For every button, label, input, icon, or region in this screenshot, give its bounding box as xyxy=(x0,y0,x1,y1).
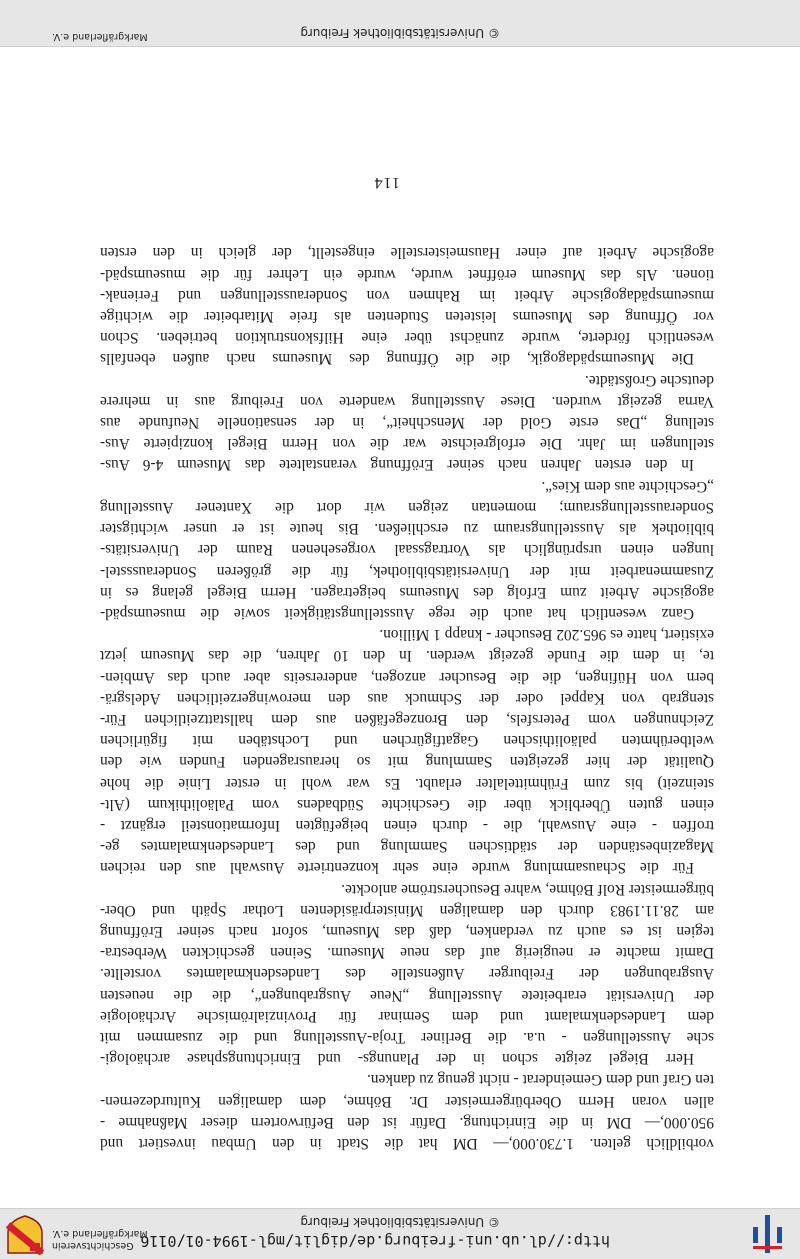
text-line: In den ersten Jahren nach seiner Eröffnung veranstaltete das Museum 4-6 Aus- xyxy=(100,456,694,474)
text-line: Varna gezeigt wurden. Diese Ausstellung wanderte von Freiburg aus in mehrere xyxy=(100,392,714,410)
copyright-notice: © Universitätsbibliothek Freiburg xyxy=(300,1215,500,1229)
text-line: deutsche Großstädte. xyxy=(584,371,714,389)
text-line: steinzeit) bis zum Frühmittelalter erlaubt. Es war wohl in erster Linie die hohe xyxy=(100,774,714,792)
text-line: wesentlich förderte, wurde zunächst über eine Hilfskonstruktion betrieben. Schon xyxy=(100,329,714,347)
text-line: „Geschichte aus dem Kies“. xyxy=(541,477,714,495)
text-line: sche Ausstellungen - u.a. die Berliner Troja-Ausstellung und die zusammen mit xyxy=(100,1028,714,1046)
text-line: Damit machte er neugierig auf das neue Museum. Seinen geschickten Werbestra- xyxy=(100,944,714,962)
text-line: agogische Arbeit auf einer Hausmeisterstelle eingestellt, der gleich in den ersten xyxy=(100,244,714,262)
text-line: Herr Biegel zeigte schon in der Planungs- und Einrichtungsphase archäologi- xyxy=(100,1050,694,1068)
text-line: lungen einen ursprünglich als Vortragssaal vorgesehenen Raum der Universitäts- xyxy=(100,541,714,559)
text-line: tionen. Als das Museum eröffnet wurde, wurde ein Lehrer für die museumspäd- xyxy=(100,265,714,283)
text-line: 950.000,— DM in die Einrichtung. Dafür ist den Befürwortern dieser Maßnahme - xyxy=(100,1113,714,1131)
text-line: der Universität erarbeitete Ausstellung „Neue Ausgrabungen“, die die neuesten xyxy=(100,986,714,1004)
text-line: einen guten Überblick über die Geschichte Südbadens vom Paläolithikum (Alt- xyxy=(100,795,714,813)
text-line: vor Öffnung des Museums leisteten Studenten als freie Mitarbeiter die wichtige xyxy=(100,308,714,326)
text-line: allen voran Herrn Oberbürgermeister Dr. Böhme, dem damaligen Kulturdezernen- xyxy=(100,1092,714,1110)
society-name xyxy=(52,1227,148,1251)
text-line: Magazinbeständen der städtischen Sammlung und des Landesdenkmalamtes ge- xyxy=(100,838,714,856)
text-line: Ausgrabungen der Freiburger Außenstelle des Landesdenkmalamtes vorstellte. xyxy=(100,965,714,983)
text-line: te, in dem die Funde gezeigt werden. In den 10 Jahren, die das Museum jetzt xyxy=(100,647,714,665)
text-line: stellung „Das erste Gold der Menschheit“, in der sensationelle Neufunde aus xyxy=(100,414,714,432)
society-coat-of-arms-icon xyxy=(6,1215,44,1255)
document-url[interactable]: http://dl.ub.uni-freiburg.de/diglit/mgl-1994-01/0116 xyxy=(140,1232,610,1250)
footer-copyright-notice: © Universitätsbibliothek Freiburg xyxy=(300,26,500,40)
text-line: Qualität der hier gezeigten Sammlung mit so herausragenden Funden wie den xyxy=(100,753,714,771)
text-line: Ganz wesentlich hat auch die rege Ausstellungstätigkeit sowie die museumspäd- xyxy=(100,604,694,622)
text-line: Für die Schausammlung wurde eine sehr konzentrierte Auswahl aus den reichen xyxy=(100,859,694,877)
text-line: bürgermeister Rolf Böhme, wahre Besucherströme anlockte. xyxy=(341,880,714,898)
text-line: Sonderausstellungsraum; momentan zeigen wir dort die Xantener Ausstellung xyxy=(100,498,714,516)
text-line: bern von Hüfingen, die die Besucher anzogen, andererseits aber auch das Ambien- xyxy=(100,668,714,686)
footer-bar xyxy=(0,0,800,47)
text-line: bibliothek als Ausstellungsraum zu erschließen. Bis heute ist er unser wichtigster xyxy=(100,520,714,538)
text-line: am 28.11.1983 durch den damaligen Ministerpräsidenten Lothar Späth und Ober- xyxy=(100,901,714,919)
text-line: weltberühmten paläolithischen Gagatfigürchen und Lochstäben mit figürlichen xyxy=(100,732,714,750)
footer-society-name xyxy=(52,30,148,42)
society-name-line2: Markgräflerland e.V. xyxy=(52,1228,148,1239)
text-line: dem Landesdenkmalamt und dem Seminar für Provinzialrömische Archäologie xyxy=(100,1007,714,1025)
page-number: 114 xyxy=(373,174,400,191)
page-text xyxy=(100,242,714,1154)
text-line: stengrab von Kappel oder der Schmuck aus den merowingerzeitlichen Adelsgrä- xyxy=(100,689,714,707)
society-name-line1: Geschichtsverein xyxy=(52,1240,134,1251)
text-line: agogische Arbeit zum Erfolg des Museums beigetragen. Herrn Biegel gelang es in xyxy=(100,583,714,601)
text-line: stellungen im Jahr. Die erfolgreichste war die von Herrn Biegel konzipierte Aus- xyxy=(100,435,714,453)
header-bar xyxy=(0,1208,800,1259)
university-library-logo-icon xyxy=(748,1215,786,1253)
text-line: existiert, hatte es 965.202 Besucher - knapp 1 Million. xyxy=(379,626,714,644)
text-line: vorbildlich gelten. 1.730.000,— DM hat die Stadt in den Umbau investiert und xyxy=(100,1135,714,1152)
text-line: Die Museumspädagogik, die die Öffnung des Museums nach außen ebenfalls xyxy=(100,350,694,368)
text-line: tegien ist es auch zu verdanken, daß das Museum, sofort nach seiner Eröffnung xyxy=(100,922,714,940)
text-line: Zusammenarbeit mit der Universitätsbibliothek, für die größeren Sonderaussstel- xyxy=(100,562,714,580)
footer-society-name-line2: Markgräflerland e.V. xyxy=(52,31,148,42)
text-line: museumspädagogische Arbeit im Rahmen von Sonderausstellungen und Ferienak- xyxy=(100,286,714,304)
text-line: ten Graf und dem Gemeinderat - nicht genug zu danken. xyxy=(366,1071,714,1089)
text-line: Zeichnungen vom Petersfels, den Bronzegefäßen aus dem hallstattzeitlichen Für- xyxy=(100,710,714,728)
text-line: troffen - eine Auswahl, die - durch einen beigefügten Informationsteil ergänzt - xyxy=(100,816,714,834)
